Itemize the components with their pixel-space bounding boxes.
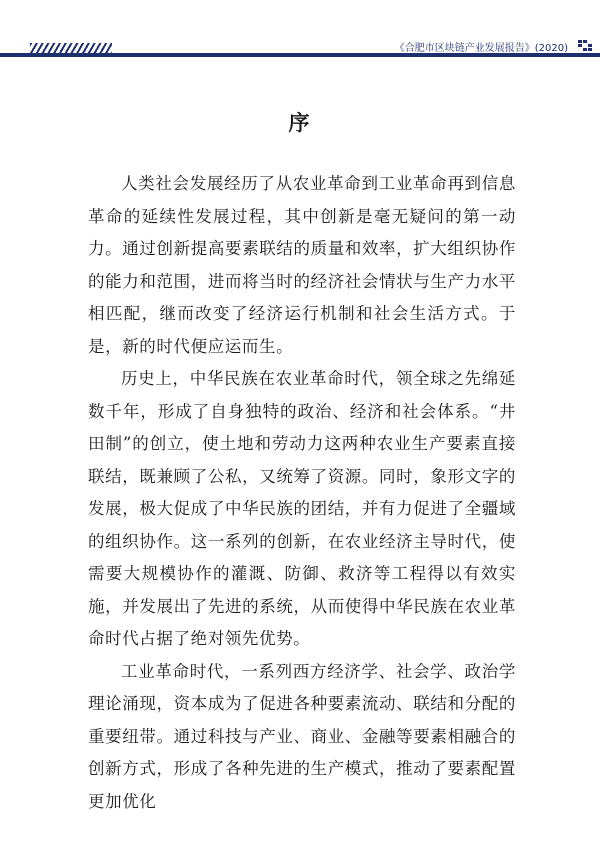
running-header-title: 《合肥市区块链产业发展报告》(2020) (394, 43, 568, 54)
page-header (0, 38, 600, 62)
page-title: 序 (288, 110, 312, 135)
header-stripe-decoration (30, 43, 112, 53)
paragraph-1: 人类社会发展经历了从农业革命到工业革命再到信息革命的延续性发展过程，其中创新是毫无疑问的第一动力。通过创新提高要素联结的质量和效率，扩大组织协作的能力和范围，进而将当时的经济社会情状与生产力水平相匹配，继而改变了经济运行机制和社会生活方式。于是，新的时代便应运而生。 (88, 174, 516, 356)
paragraph-3: 工业革命时代，一系列西方经济学、社会学、政治学理论涌现，资本成为了促进各种要素流动、联结和分配的重要纽带。通过科技与产业、商业、金融等要素相融合的创新方式，形成了各种先进的生产模式，推动了要素配置更加优化 (88, 661, 516, 811)
body-text (88, 168, 516, 818)
paragraph-2: 历史上，中华民族在农业革命时代，领全球之先绵延数千年，形成了自身独特的政治、经济和社会体系。“井田制”的创立，使土地和劳动力这两种农业生产要素直接联结，既兼顾了公私，又统筹了资源。同时，象形文字的发展，极大促成了中华民族的团结，并有力促进了全疆域的组织协作。这一系列的创新，在农业经济主导时代，使需要大规模协作的灌溉、防御、救济等工程得以有效实施，并发展出了先进的系统，从而使得中华民族在农业革命时代占据了绝对领先优势。 (88, 369, 516, 648)
header-grid-icon (578, 40, 592, 52)
